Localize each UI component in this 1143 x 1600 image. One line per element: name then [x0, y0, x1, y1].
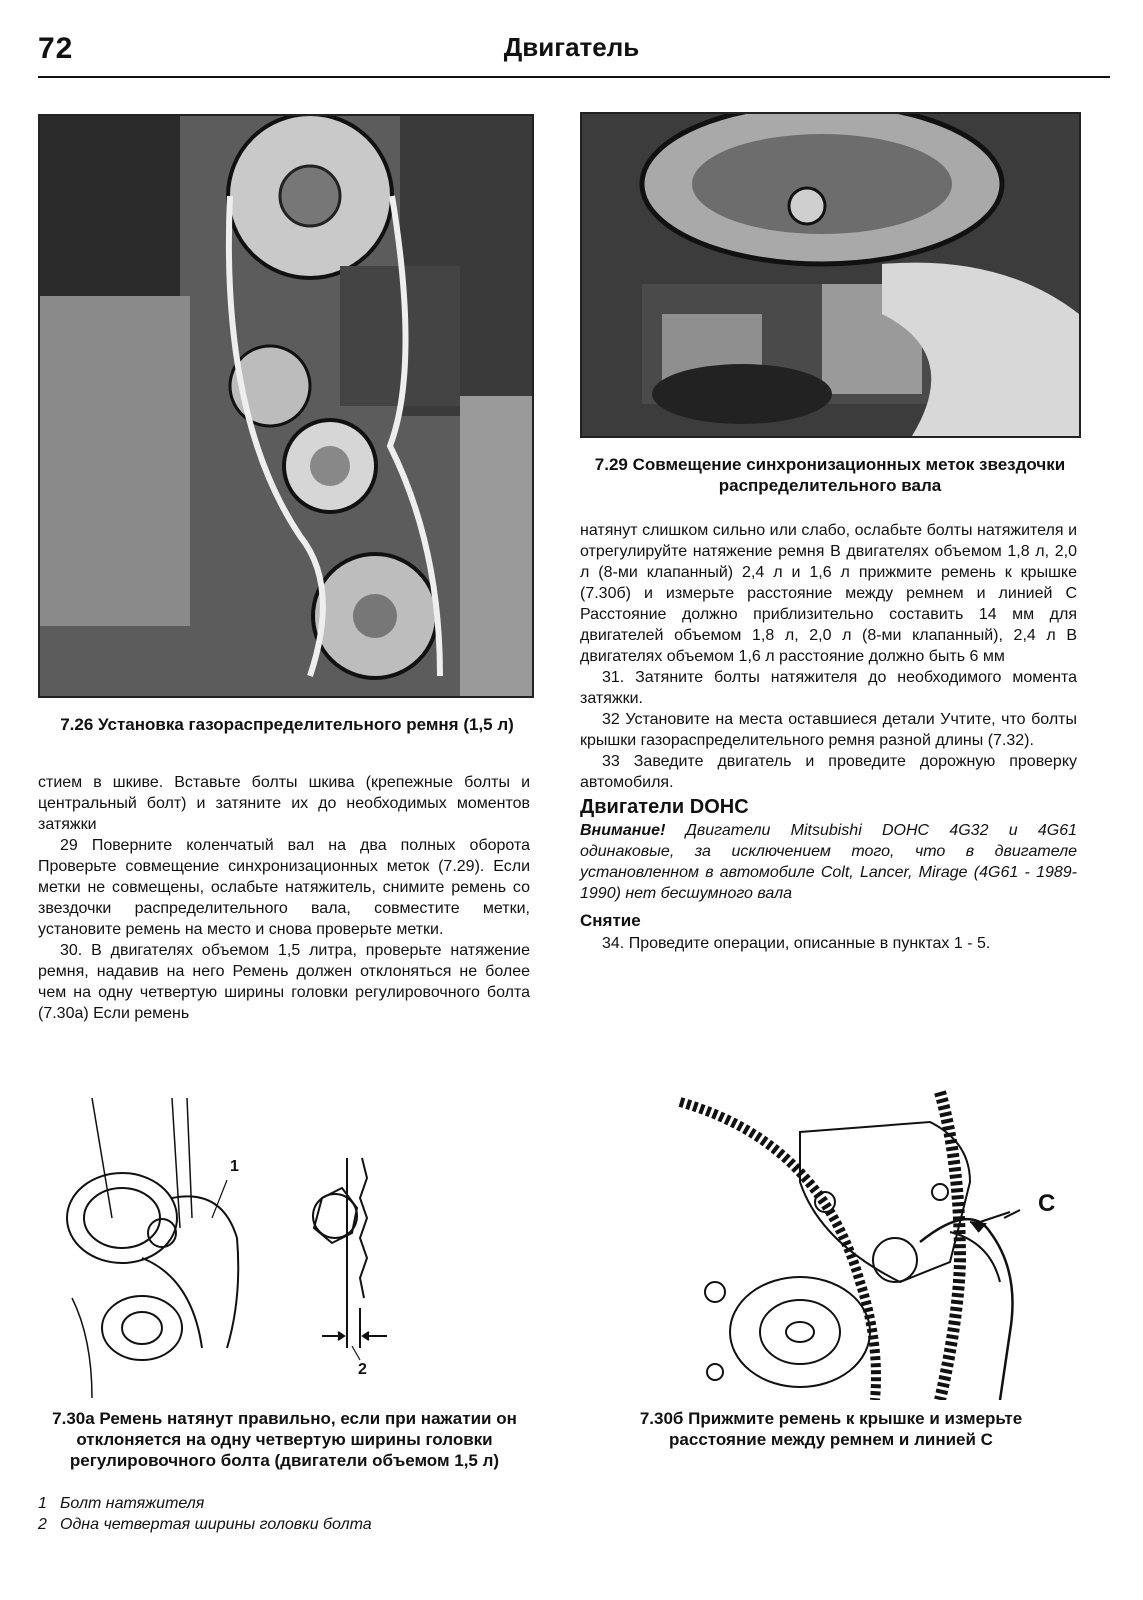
paragraph-34: 34. Проведите операции, описанные в пунктах 1 - 5.	[602, 935, 991, 952]
legend-item: 1 Болт натяжителя	[38, 1495, 205, 1512]
drawing-fig-7-30b	[640, 1082, 1070, 1400]
section-title-dohc: Двигатели DOHC	[580, 796, 749, 818]
figure-legend	[38, 1493, 538, 1535]
paragraph-continued-right: натянут слишком сильно или слабо, ослабьте болты натяжителя и отрегулируйте натяжение ремня В двигателях объемом 1,8 л, 2,0 л (8-ми клапанный) 2,4 л и 1,6 л прижмите ремень к крышке (7.30б) и измерьте расстояние между ремнем и линией С Расстояние должно приблизительно составить 14 мм для двигателей объемом 1,8 л, 2,0 л (8-ми клапанный), 2,4 л В двигателях объемом 1,6 л расстояние должно быть 6 мм	[580, 522, 1077, 665]
paragraph-30: 30. В двигателях объемом 1,5 литра, проверьте натяжение ремня, надавив на него Ремень должен отклоняться не более чем на одну четвертую ширины головки регулировочного болта (7.30а) Если ремень	[38, 942, 530, 1022]
caption-fig-7-26: 7.26 Установка газораспределительного ремня (1,5 л)	[60, 715, 514, 734]
photo-fig-7-29	[580, 112, 1081, 438]
paragraph-29: 29 Поверните коленчатый вал на два полных оборота Проверьте совмещение синхронизационных меток (7.29). Если метки не совмещены, ослабьте натяжитель, снимите ремень со звездочки распределительного вала, совместите метки, установите ремень на место и снова проверьте метки.	[38, 837, 530, 938]
paragraph-31: 31. Затяните болты натяжителя до необходимого момента затяжки.	[580, 669, 1077, 707]
legend-item: 2 Одна четвертая ширины головки болта	[38, 1516, 372, 1533]
caption-fig-7-30a: 7.30а Ремень натянут правильно, если при нажатии он отклоняется на одну четвертую ширины головки регулировочного болта (двигатели объемом 1,5 л)	[52, 1409, 517, 1470]
caption-fig-7-29: 7.29 Совмещение синхронизационных меток звездочки распределительного вала	[594, 455, 1066, 495]
warning-text: Двигатели Mitsubishi DOHC 4G32 и 4G61 одинаковые, за исключением того, что в двигателе установленном в автомобиле Colt, Lancer, Mirage (4G61 - 1989-1990) нет бесшумного вала	[580, 822, 1077, 902]
warning-label: Внимание!	[580, 822, 666, 839]
paragraph-33: 33 Заведите двигатель и проведите дорожную проверку автомобиля.	[580, 753, 1077, 791]
paragraph-32: 32 Установите на места оставшиеся детали Учтите, что болты крышки газораспределительного ремня разной длины (7.32).	[580, 711, 1077, 749]
callout-2: 2	[358, 1361, 367, 1378]
drawing-fig-7-30a	[52, 1098, 412, 1398]
paragraph-continued: стием в шкиве. Вставьте болты шкива (крепежные болты и центральный болт) и затяните их до необходимых моментов затяжки	[38, 774, 530, 833]
subsection-title-removal: Снятие	[580, 911, 641, 930]
left-column-text	[38, 772, 530, 1024]
photo-fig-7-26	[38, 114, 534, 698]
callout-1: 1	[230, 1158, 239, 1175]
running-head: Двигатель	[503, 32, 640, 62]
caption-fig-7-30b: 7.30б Прижмите ремень к крышке и измерьте расстояние между ремнем и линией С	[639, 1409, 1023, 1449]
right-column-text	[580, 520, 1077, 954]
warning-paragraph	[580, 820, 1077, 904]
page-number: 72	[38, 32, 74, 65]
header-rule	[38, 76, 1110, 78]
callout-c: C	[1038, 1190, 1056, 1217]
